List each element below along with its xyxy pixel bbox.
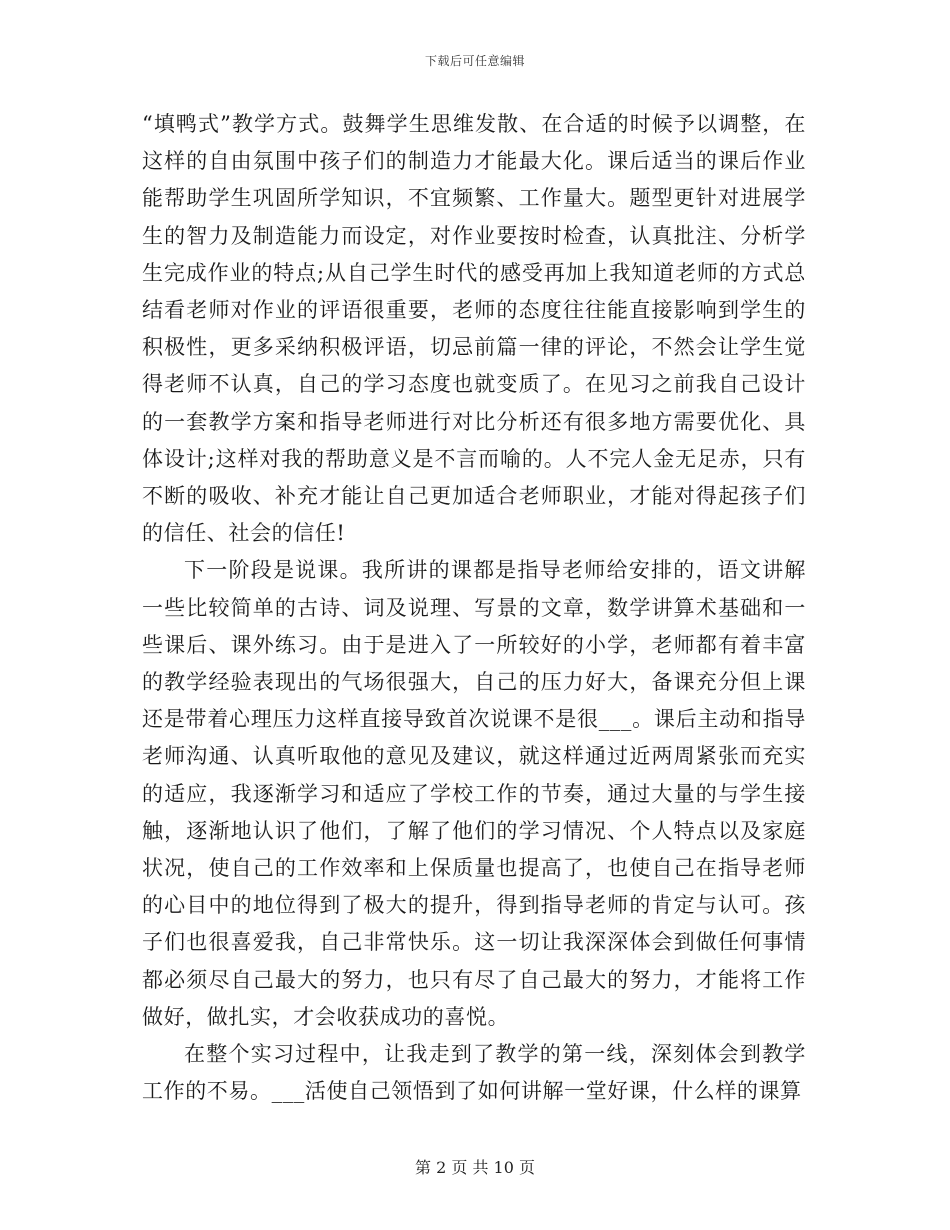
page-footer: 第 2 页 共 10 页 (415, 1158, 535, 1177)
document-body (142, 106, 806, 1110)
page-header: 下载后可任意编辑 (424, 54, 525, 68)
paragraph-1: “填鸭式”教学方式。鼓舞学生思维发散、在合适的时候予以调整，在这样的自由氛围中孩子们的制造力才能最大化。课后适当的课后作业能帮助学生巩固所学知识，不宜频繁、工作量大。题型更针对进展学生的智力及制造能力而设定，对作业要按时检查，认真批注、分析学生完成作业的特点;从自己学生时代的感受再加上我知道老师的方式总结看老师对作业的评语很重要，老师的态度往往能直接影响到学生的积极性，更多采纳积极评语，切忌前篇一律的评论，不然会让学生觉得老师不认真，自己的学习态度也就变质了。在见习之前我自己设计的一套教学方案和指导老师进行对比分析还有很多地方需要优化、具体设计;这样对我的帮助意义是不言而喻的。人不完人金无足赤，只有不断的吸收、补充才能让自己更加适合老师职业，才能对得起孩子们的信任、社会的信任! (142, 112, 806, 546)
paragraph-3: 在整个实习过程中，让我走到了教学的第一线，深刻体会到教学工作的不易。___活使自己领悟到了如何讲解一堂好课，什么样的课算 (142, 1042, 806, 1104)
paragraph-2: 下一阶段是说课。我所讲的课都是指导老师给安排的，语文讲解一些比较简单的古诗、词及说理、写景的文章，数学讲算术基础和一些课后、课外练习。由于是进入了一所较好的小学，老师都有着丰富的教学经验表现出的气场很强大，自己的压力好大，备课充分但上课还是带着心理压力这样直接导致首次说课不是很___。课后主动和指导老师沟通、认真听取他的意见及建议，就这样通过近两周紧张而充实的适应，我逐渐学习和适应了学校工作的节奏，通过大量的与学生接触，逐渐地认识了他们，了解了他们的学习情况、个人特点以及家庭状况，使自己的工作效率和上保质量也提高了，也使自己在指导老师的心目中的地位得到了极大的提升，得到指导老师的肯定与认可。孩子们也很喜爱我，自己非常快乐。这一切让我深深体会到做任何事情都必须尽自己最大的努力，也只有尽了自己最大的努力，才能将工作做好，做扎实，才会收获成功的喜悦。 (142, 558, 806, 1029)
